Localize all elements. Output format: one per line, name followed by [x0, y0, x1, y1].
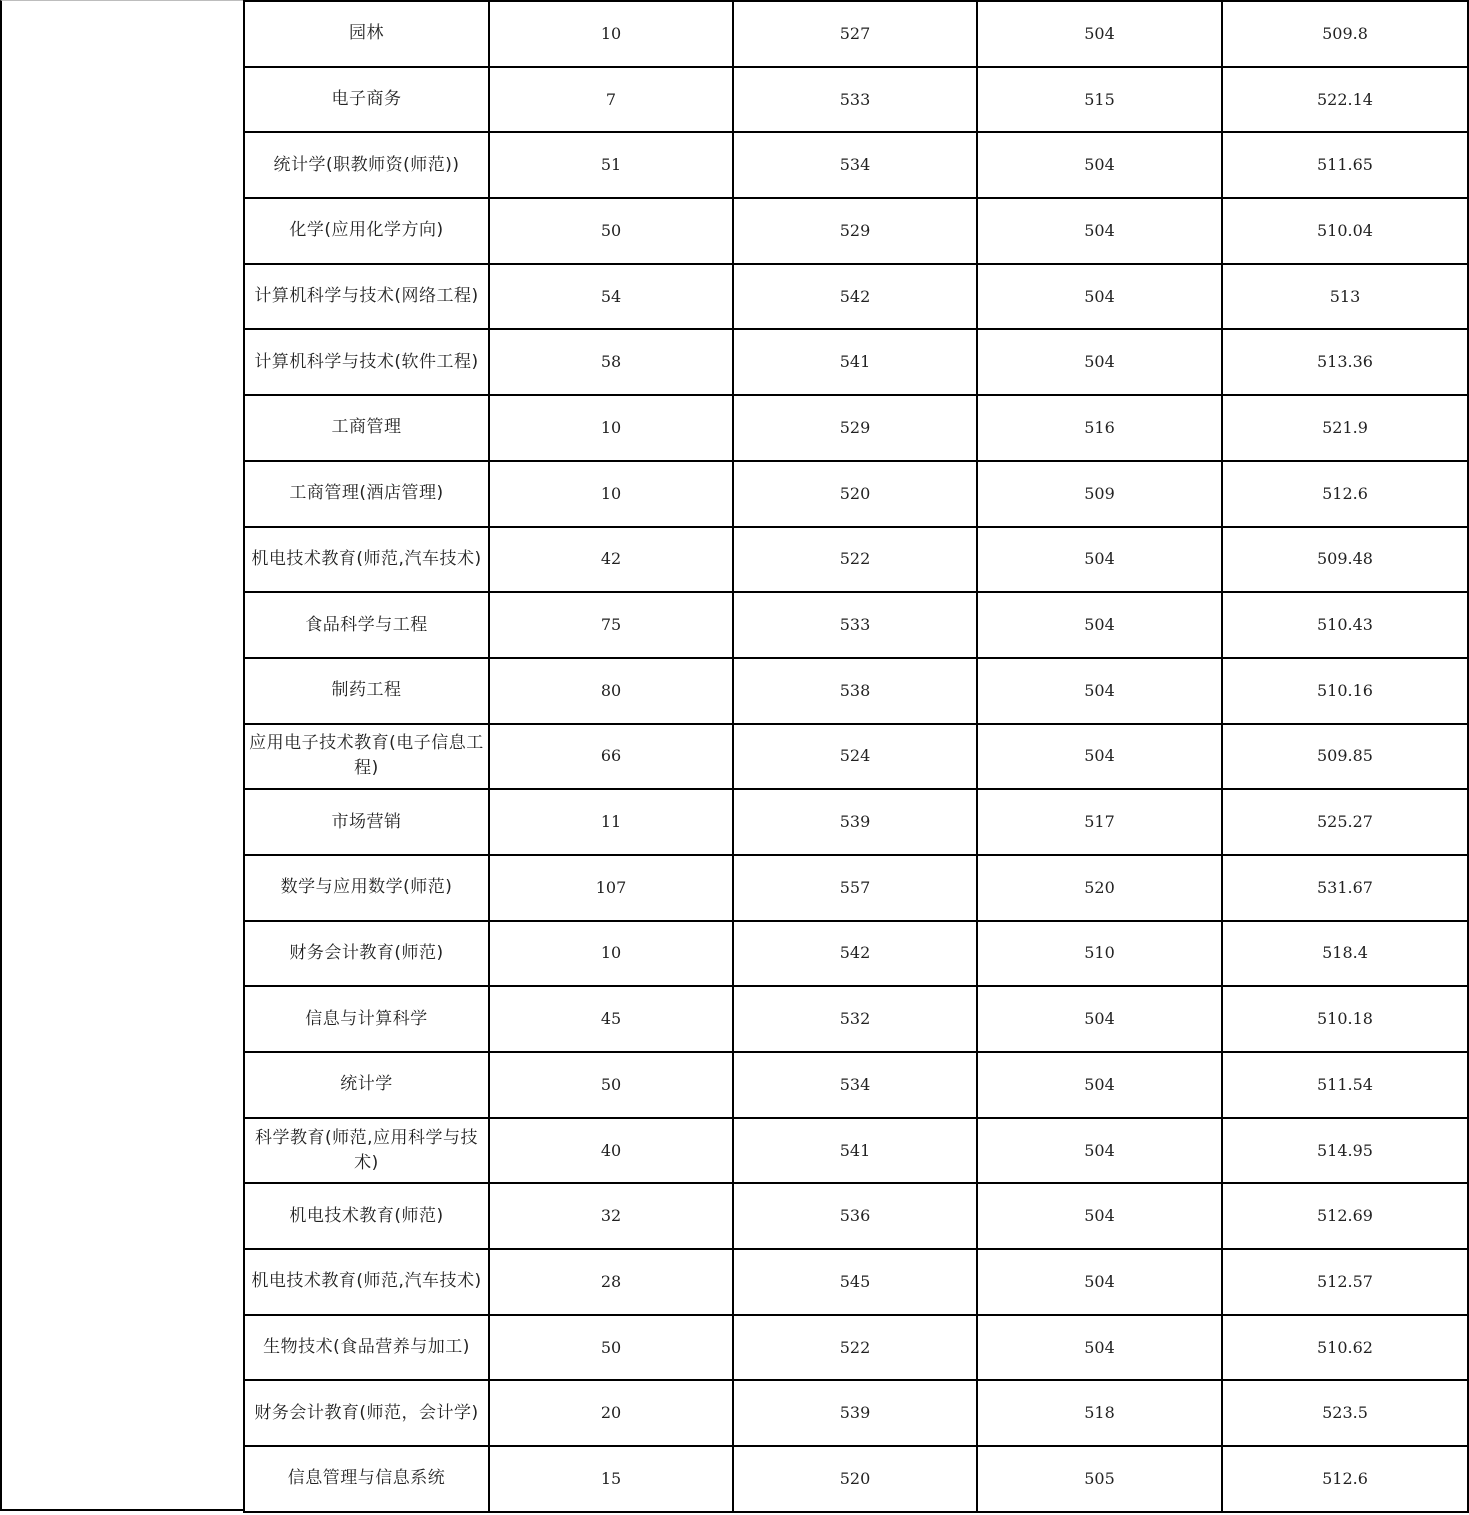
- major-cell: 制药工程: [244, 658, 489, 724]
- table-row: [244, 395, 1468, 461]
- avg-score-cell: 522.14: [1222, 67, 1468, 133]
- table-row: [244, 724, 1468, 790]
- major-cell: 财务会计教育(师范): [244, 921, 489, 987]
- avg-score-cell: 513.36: [1222, 329, 1468, 395]
- major-cell: 食品科学与工程: [244, 592, 489, 658]
- avg-score-cell: 509.48: [1222, 527, 1468, 593]
- table-row: [244, 461, 1468, 527]
- table-row: [244, 132, 1468, 198]
- enrolled-cell: 45: [489, 986, 733, 1052]
- min-score-cell: 504: [977, 1118, 1222, 1184]
- min-score-cell: 517: [977, 789, 1222, 855]
- avg-score-cell: 510.18: [1222, 986, 1468, 1052]
- table-row: [244, 527, 1468, 593]
- table-row: [244, 329, 1468, 395]
- major-cell: 数学与应用数学(师范): [244, 855, 489, 921]
- enrolled-cell: 10: [489, 461, 733, 527]
- avg-score-cell: 525.27: [1222, 789, 1468, 855]
- min-score-cell: 520: [977, 855, 1222, 921]
- major-cell: 工商管理: [244, 395, 489, 461]
- enrolled-cell: 50: [489, 1315, 733, 1381]
- major-cell: 统计学(职教师资(师范)): [244, 132, 489, 198]
- max-score-cell: 538: [733, 658, 977, 724]
- enrolled-cell: 28: [489, 1249, 733, 1315]
- major-cell: 科学教育(师范,应用科学与技术): [244, 1118, 489, 1184]
- min-score-cell: 504: [977, 1, 1222, 67]
- major-cell: 机电技术教育(师范): [244, 1183, 489, 1249]
- table-row: [244, 855, 1468, 921]
- max-score-cell: 529: [733, 395, 977, 461]
- major-cell: 市场营销: [244, 789, 489, 855]
- min-score-cell: 504: [977, 527, 1222, 593]
- table-row: [244, 658, 1468, 724]
- max-score-cell: 542: [733, 921, 977, 987]
- min-score-cell: 504: [977, 132, 1222, 198]
- max-score-cell: 541: [733, 1118, 977, 1184]
- avg-score-cell: 510.16: [1222, 658, 1468, 724]
- max-score-cell: 533: [733, 592, 977, 658]
- max-score-cell: 536: [733, 1183, 977, 1249]
- max-score-cell: 539: [733, 1380, 977, 1446]
- major-cell: 机电技术教育(师范,汽车技术): [244, 1249, 489, 1315]
- min-score-cell: 516: [977, 395, 1222, 461]
- avg-score-cell: 521.9: [1222, 395, 1468, 461]
- avg-score-cell: 513: [1222, 264, 1468, 330]
- table-row: [244, 67, 1468, 133]
- avg-score-cell: 512.57: [1222, 1249, 1468, 1315]
- min-score-cell: 515: [977, 67, 1222, 133]
- major-cell: 工商管理(酒店管理): [244, 461, 489, 527]
- max-score-cell: 557: [733, 855, 977, 921]
- major-cell: 信息管理与信息系统: [244, 1446, 489, 1512]
- enrolled-cell: 10: [489, 1, 733, 67]
- min-score-cell: 504: [977, 658, 1222, 724]
- max-score-cell: 527: [733, 1, 977, 67]
- admission-score-table: [243, 0, 1469, 1513]
- major-cell: 园林: [244, 1, 489, 67]
- enrolled-cell: 50: [489, 198, 733, 264]
- table-row: [244, 1, 1468, 67]
- min-score-cell: 504: [977, 264, 1222, 330]
- table-row: [244, 1249, 1468, 1315]
- enrolled-cell: 10: [489, 921, 733, 987]
- enrolled-cell: 75: [489, 592, 733, 658]
- max-score-cell: 522: [733, 527, 977, 593]
- enrolled-cell: 20: [489, 1380, 733, 1446]
- max-score-cell: 545: [733, 1249, 977, 1315]
- max-score-cell: 539: [733, 789, 977, 855]
- min-score-cell: 504: [977, 198, 1222, 264]
- avg-score-cell: 511.54: [1222, 1052, 1468, 1118]
- table-row: [244, 1183, 1468, 1249]
- enrolled-cell: 32: [489, 1183, 733, 1249]
- table-row: [244, 592, 1468, 658]
- max-score-cell: 542: [733, 264, 977, 330]
- max-score-cell: 541: [733, 329, 977, 395]
- enrolled-cell: 51: [489, 132, 733, 198]
- min-score-cell: 504: [977, 1052, 1222, 1118]
- max-score-cell: 533: [733, 67, 977, 133]
- table-row: [244, 1380, 1468, 1446]
- avg-score-cell: 518.4: [1222, 921, 1468, 987]
- enrolled-cell: 107: [489, 855, 733, 921]
- max-score-cell: 520: [733, 1446, 977, 1512]
- enrolled-cell: 54: [489, 264, 733, 330]
- enrolled-cell: 58: [489, 329, 733, 395]
- major-cell: 信息与计算科学: [244, 986, 489, 1052]
- avg-score-cell: 510.43: [1222, 592, 1468, 658]
- table-row: [244, 1118, 1468, 1184]
- major-cell: 应用电子技术教育(电子信息工程): [244, 724, 489, 790]
- major-cell: 机电技术教育(师范,汽车技术): [244, 527, 489, 593]
- max-score-cell: 534: [733, 132, 977, 198]
- major-cell: 化学(应用化学方向): [244, 198, 489, 264]
- enrolled-cell: 66: [489, 724, 733, 790]
- table-row: [244, 789, 1468, 855]
- max-score-cell: 529: [733, 198, 977, 264]
- avg-score-cell: 531.67: [1222, 855, 1468, 921]
- avg-score-cell: 523.5: [1222, 1380, 1468, 1446]
- enrolled-cell: 40: [489, 1118, 733, 1184]
- min-score-cell: 518: [977, 1380, 1222, 1446]
- table-row: [244, 198, 1468, 264]
- min-score-cell: 504: [977, 1249, 1222, 1315]
- enrolled-cell: 42: [489, 527, 733, 593]
- max-score-cell: 534: [733, 1052, 977, 1118]
- min-score-cell: 504: [977, 986, 1222, 1052]
- major-cell: 计算机科学与技术(网络工程): [244, 264, 489, 330]
- avg-score-cell: 509.8: [1222, 1, 1468, 67]
- table-row: [244, 1446, 1468, 1512]
- min-score-cell: 505: [977, 1446, 1222, 1512]
- min-score-cell: 510: [977, 921, 1222, 987]
- table-body: [244, 1, 1468, 1512]
- enrolled-cell: 11: [489, 789, 733, 855]
- avg-score-cell: 512.6: [1222, 461, 1468, 527]
- table-row: [244, 1052, 1468, 1118]
- table-row: [244, 1315, 1468, 1381]
- merged-category-cell: [0, 0, 244, 1511]
- major-cell: 计算机科学与技术(软件工程): [244, 329, 489, 395]
- max-score-cell: 522: [733, 1315, 977, 1381]
- table-row: [244, 264, 1468, 330]
- min-score-cell: 504: [977, 329, 1222, 395]
- avg-score-cell: 509.85: [1222, 724, 1468, 790]
- table-row: [244, 986, 1468, 1052]
- min-score-cell: 504: [977, 724, 1222, 790]
- min-score-cell: 504: [977, 1315, 1222, 1381]
- min-score-cell: 504: [977, 1183, 1222, 1249]
- max-score-cell: 532: [733, 986, 977, 1052]
- enrolled-cell: 50: [489, 1052, 733, 1118]
- enrolled-cell: 10: [489, 395, 733, 461]
- major-cell: 生物技术(食品营养与加工): [244, 1315, 489, 1381]
- max-score-cell: 520: [733, 461, 977, 527]
- major-cell: 电子商务: [244, 67, 489, 133]
- major-cell: 统计学: [244, 1052, 489, 1118]
- avg-score-cell: 511.65: [1222, 132, 1468, 198]
- min-score-cell: 509: [977, 461, 1222, 527]
- min-score-cell: 504: [977, 592, 1222, 658]
- avg-score-cell: 510.62: [1222, 1315, 1468, 1381]
- avg-score-cell: 512.6: [1222, 1446, 1468, 1512]
- avg-score-cell: 510.04: [1222, 198, 1468, 264]
- enrolled-cell: 7: [489, 67, 733, 133]
- table-row: [244, 921, 1468, 987]
- max-score-cell: 524: [733, 724, 977, 790]
- enrolled-cell: 15: [489, 1446, 733, 1512]
- avg-score-cell: 514.95: [1222, 1118, 1468, 1184]
- major-cell: 财务会计教育(师范，会计学): [244, 1380, 489, 1446]
- avg-score-cell: 512.69: [1222, 1183, 1468, 1249]
- enrolled-cell: 80: [489, 658, 733, 724]
